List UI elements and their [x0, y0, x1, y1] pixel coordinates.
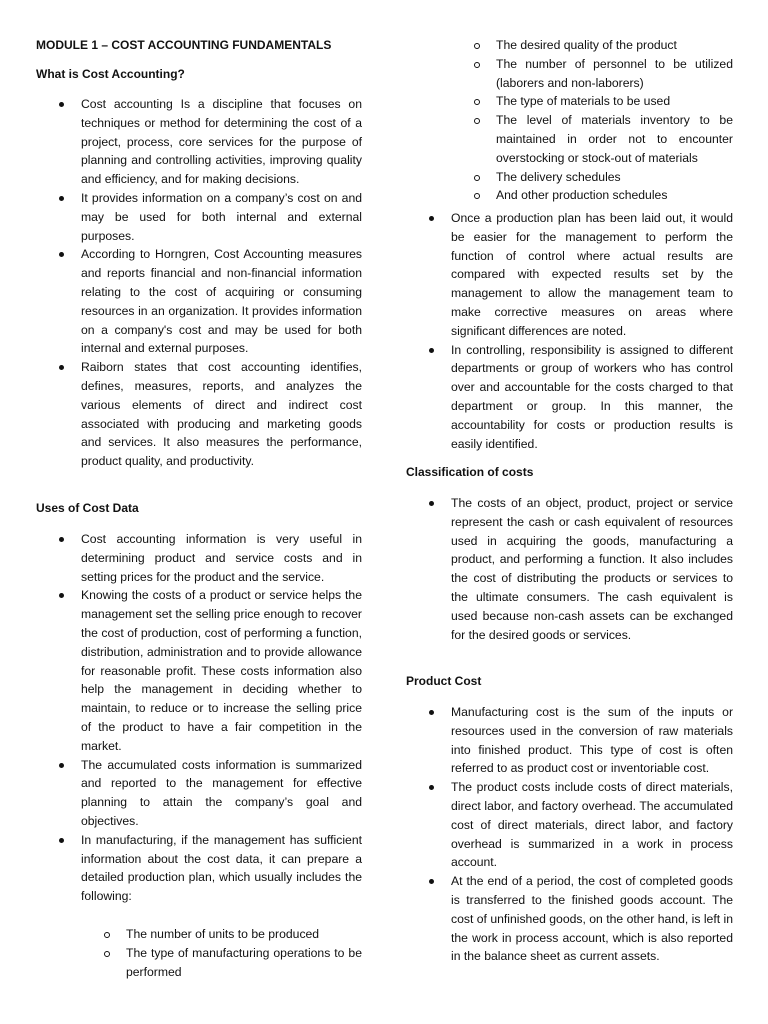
production-plan-subitems-left	[36, 925, 362, 981]
page-title: MODULE 1 – COST ACCOUNTING FUNDAMENTALS	[36, 38, 332, 52]
list-item: Raiborn states that cost accounting identifies, defines, measures, reports, and analyzes the various elements of direct and indirect cost associated with producing and marketing goods and services. It also measures the performance, product quality, and productivity.	[36, 358, 362, 471]
uses-bullets-continued	[406, 209, 733, 453]
sub-list-item: The number of personnel to be utilized (laborers and non-laborers)	[406, 55, 733, 93]
sub-list-item: The desired quality of the product	[406, 36, 733, 55]
production-plan-subitems-right	[406, 36, 733, 205]
uses-bullets	[36, 530, 362, 906]
list-item: Manufacturing cost is the sum of the inputs or resources used in the conversion of raw materials into finished product. This type of cost is often referred to as product cost or inventoriable cost.	[406, 703, 733, 778]
classification-bullets	[406, 494, 733, 644]
list-item: In controlling, responsibility is assigned to different departments or group of workers who has control over and accountable for the costs charged to that department or group. In this manner, the accountability for costs or production results is easily identified.	[406, 341, 733, 454]
sub-list-item: The type of materials to be used	[406, 92, 733, 111]
list-item: At the end of a period, the cost of completed goods is transferred to the finished goods account. The cost of unfinished goods, on the other hand, is left in the work in process account, which is also reported in the balance sheet as current assets.	[406, 872, 733, 966]
list-item: The accumulated costs information is summarized and reported to the management for effective planning to attain the company’s goal and objectives.	[36, 756, 362, 831]
what-bullets	[36, 95, 362, 471]
list-item: Once a production plan has been laid out, it would be easier for the management to perform the function of control where actual results are compared with expected results set by the management to allow the management team to make corrective measures on areas where significant differences are noted.	[406, 209, 733, 341]
product-cost-bullets	[406, 703, 733, 966]
sub-list-item: The delivery schedules	[406, 168, 733, 187]
list-item: According to Horngren, Cost Accounting measures and reports financial and non-financial information relating to the cost of acquiring or consuming resources in an organization. It provides information on a company's cost and may be used for both internal and external purposes.	[36, 245, 362, 358]
heading-uses-of-cost-data: Uses of Cost Data	[36, 501, 139, 515]
heading-what-is-cost-accounting: What is Cost Accounting?	[36, 67, 185, 81]
list-item: Knowing the costs of a product or service helps the management set the selling price enough to recover the cost of production, cost of performing a function, distribution, administration and to provide allowance for reasonable profit. These costs information also help the management in deciding whether to maintain, to reduce or to increase the selling price of the product to have a fair competition in the market.	[36, 586, 362, 755]
list-item: Cost accounting information is very useful in determining product and service costs and in setting prices for the product and the service.	[36, 530, 362, 586]
heading-product-cost: Product Cost	[406, 674, 482, 688]
sub-list-item: And other production schedules	[406, 186, 733, 205]
list-item: Cost accounting Is a discipline that focuses on techniques or method for determining the cost of a project, process, core services for the purpose of planning and controlling activities, improving quality and efficiency, and for making decisions.	[36, 95, 362, 189]
sub-list-item: The type of manufacturing operations to be performed	[36, 944, 362, 982]
heading-classification-of-costs: Classification of costs	[406, 465, 534, 479]
list-item: The costs of an object, product, project or service represent the cash or cash equivalent of resources used in acquiring the goods, manufacturing a product, and performing a function. It also includes the cost of distributing the products or services to the ultimate consumers. The cash equivalent is used because non-cash assets can be exchanged for the desired goods or services.	[406, 494, 733, 644]
sub-list-item: The level of materials inventory to be maintained in order not to encounter overstocking or stock-out of materials	[406, 111, 733, 167]
list-item: It provides information on a company’s cost on and may be used for both internal and external purposes.	[36, 189, 362, 245]
list-item: In manufacturing, if the management has sufficient information about the cost data, it can prepare a detailed production plan, which usually includes the following:	[36, 831, 362, 906]
list-item: The product costs include costs of direct materials, direct labor, and factory overhead. The accumulated cost of direct materials, direct labor, and factory overhead is summarized in a work in process account.	[406, 778, 733, 872]
sub-list-item: The number of units to be produced	[36, 925, 362, 944]
